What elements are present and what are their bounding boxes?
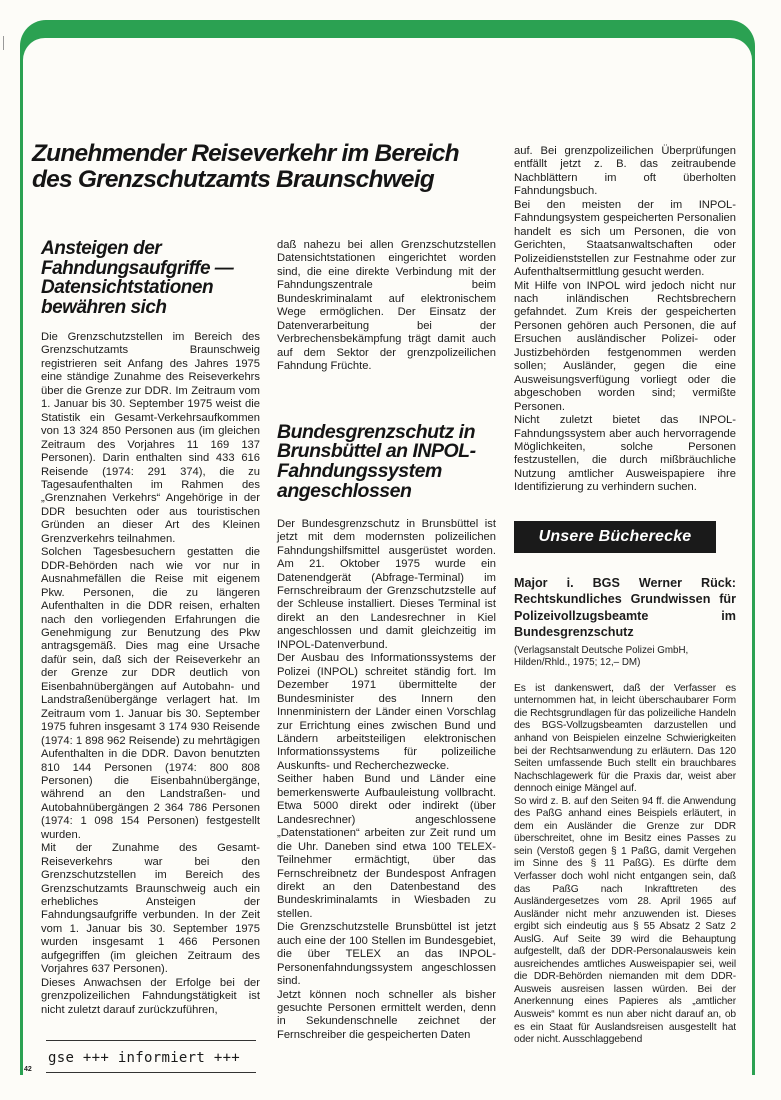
book-title: Major i. BGS Werner Rück: Rechtskundliches Grundwissen für Polizeivollzugsbeamte im Bundesgrenzschutz <box>514 575 736 640</box>
footer-rule-top <box>46 1040 256 1041</box>
article-subtitle: Ansteigen der Fahndungsaufgriffe — Datensichtstationen bewähren sich <box>41 238 234 318</box>
article2-title: Bundesgrenzschutz in Brunsbüttel an INPOL-Fahndungssystem angeschlossen <box>277 420 476 502</box>
paragraph: Mit Hilfe von INPOL wird jedoch nicht nur nach inländischen Rechtsbrechern gefahndet. Zum Kreis der gespeicherten Personen gehören auch Personen, die auf Ersuchen ausländischer Polizei- oder Justizbehörden festgenommen werden sollen; Ausländer, gegen die eine Ausweisungsverfügung vorliegt oder die abgeschoben worden sind; vermißte Personen. <box>514 279 736 413</box>
column-2 <box>277 239 496 1042</box>
paragraph: So wird z. B. auf den Seiten 94 ff. die Anwendung des PaßG anhand eines Beispiels erläutert, in dem ein Ausländer die Grenze zur DDR überschreitet, ohne im Besitz eines Passes zu sein (Verstoß gegen § 1 PaßG, damit Vergehen im Sinne des § 11 PaßG). Es dürfte dem Verfasser doch wohl nicht entgangen sein, daß das PaßG nach Inkrafttreten des Ausländergesetzes vom 28. April 1965 auf Ausländer nicht mehr anzuwenden ist. Dieses ergibt sich eindeutig aus § 55 Absatz 2 Satz 2 AuslG. Auf Seite 39 wird die Behauptung aufgestellt, daß der DDR-Personalausweis kein ausreichendes amtliches Ausweispapier sei, weil die DDR-Behörden niemanden mit dem DDR-Ausweis ausreisen lassen würden. Bei der Anerkennung eines Papieres als „amtlicher Ausweis“ kommt es nun aber nicht darauf an, ob es ein Staat für Auslandsreisen ausgestellt hat oder nicht. Ausschlaggebend <box>514 795 736 1046</box>
column-3 <box>514 145 736 1047</box>
paragraph: Solchen Tagesbesuchern gestatten die DDR-Behörden nach wie vor nur in Ausnahmefällen die Reise mit eigenem Pkw. Personen, die zu längeren Aufenthalten in die DDR reisen, erhalten nach den vorliegenden Erfahrungen die Genehmigung zur Benutzung des Pkw antragsgemäß. Dies mag eine Ursache dafür sein, daß sich der Reiseverkehr an der Grenze zur DDR deutlich von Eisenbahnübergängen auf Autobahn- und Landstraßenübergänge verlagert hat. Im Zeitraum vom 1. Januar bis 30. September 1975 fuhren insgesamt 3 174 930 Reisende (1974: 1 898 962 Reisende) zu mehrtägigen Aufenthalten in die DDR. Davon benutzten 810 144 Personen (1974: 800 808 Personen) die Eisenbahnübergänge, während an den Landstraßen- und Autobahnübergängen 2 364 786 Personen (1974: 1 098 154 Personen) festgestellt wurden. <box>41 546 260 841</box>
paragraph: Dieses Anwachsen der Erfolge bei der grenzpolizeilichen Fahndungstätigkeit ist nicht zuletzt darauf zurückzuführen, <box>41 976 260 1016</box>
paragraph: Mit der Zunahme des Gesamt-Reiseverkehrs war bei den Grenzschutzstellen im Bereich des Grenzschutzamts Braunschweig auch ein erhebliches Ansteigen der Fahndungsaufgriffe verbunden. In der Zeit vom 1. Januar bis 30. September 1975 wurden insgesamt 1 466 Personen aufgegriffen (im gleichen Zeitraum des Vorjahres 637 Personen). <box>41 842 260 976</box>
paragraph: Jetzt können noch schneller als bisher gesuchte Personen ermittelt werden, denn in Sekundenschnelle zeichnet der Fernschreiber die gespeicherten Daten <box>277 988 496 1041</box>
paragraph: Der Ausbau des Informationssystems der Polizei (INPOL) schreitet ständig fort. Im Dezember 1971 übermittelte der Bundesminister des Innern den Innenministern der Länder einen Vorschlag zur Errichtung eines zwischen Bund und Ländern arbeitsteiligen elektronischen Informationssystems für polizeiliche Auskunfts- und Recherchezwecke. <box>277 652 496 772</box>
page-edge-mark <box>3 36 4 50</box>
paragraph: Seither haben Bund und Länder eine bemerkenswerte Aufbauleistung vollbracht. Etwa 5000 direkt oder indirekt (über Landesrechner) angeschlossene „Datenstationen“ arbeiten zur Zeit rund um die Uhr. Daneben sind etwa 100 TELEX-Teilnehmer ermächtigt, über das Fernschreibnetz der Bundespost Anfragen direkt an den Datenbestand des Bundeskriminalamts in Wiesbaden zu stellen. <box>277 773 496 920</box>
frame-right-rule <box>752 50 755 1075</box>
paragraph: daß nahezu bei allen Grenzschutzstellen Datensichtstationen eingerichtet worden sind, die eine direkte Verbindung mit der Fahndungszentrale beim Bundeskriminalamt auf elektronischem Wege ermöglichen. Der Einsatz der Datenverarbeitung bei der Verbrechensbekämpfung trägt damit auch auf dem Sektor der grenzpolizeilichen Fahndung Früchte. <box>277 239 496 373</box>
paragraph: Es ist dankenswert, daß der Verfasser es unternommen hat, in leicht überschaubarer Form die Rechtsgrundlagen für das polizeiliche Handeln des BGS-Vollzugsbeamten darzustellen und anhand von Beispielen einzelne Schwierigkeiten bei der Rechtsanwendung zu erläutern. Das 120 Seiten umfassende Buch stellt ein brauchbares Nachschlagewerk für die Praxis dar, weist aber dennoch einige Mängel auf. <box>514 682 736 795</box>
frame-inner-mask <box>23 38 752 98</box>
paragraph: Der Bundesgrenzschutz in Brunsbüttel ist jetzt mit dem modernsten polizeilichen Fahndungshilfsmittel ausgerüstet worden. Am 21. Oktober 1975 wurde ein Datenendgerät (Abfrage-Terminal) im Fernschreibraum der Grenzschutzstelle auf der Schleuse installiert. Dieses Terminal ist direkt an den Landesrechner in Kiel angeschlossen und damit gleichzeitig im INPOL-Datenverbund. <box>277 517 496 651</box>
article-title: Zunehmender Reiseverkehr im Bereich des Grenzschutzamts Braunschweig <box>32 140 459 193</box>
paragraph: Die Grenzschutzstellen im Bereich des Grenzschutzamts Braunschweig registrieren seit Anfang des Jahres 1975 eine ständige Zunahme des Reiseverkehrs über die Grenze zur DDR. Im Zeitraum vom 1. Januar bis 30. September 1975 weist die Statistik ein Gesamt-Verkehrsaufkommen von 13 324 850 Personen aus (im gleichen Zeitraum des Vorjahres 11 169 137 Personen). Darin enthalten sind 433 616 Reisende (1974: 291 374), die zu Tagesaufenthalten im Rahmen des „Grenznahen Verkehrs“ Angehörige in der DDR besuchten oder aus touristischen Gründen an dieser Art des Kleinen Grenzverkehrs teilnahmen. <box>41 331 260 545</box>
paragraph: Die Grenzschutzstelle Brunsbüttel ist jetzt auch eine der 100 Stellen im Bundesgebiet, die über TELEX an das INPOL-Personenfahndungssystem angeschlossen sind. <box>277 921 496 988</box>
paragraph: auf. Bei grenzpolizeilichen Überprüfungen entfällt jetzt z. B. das zeitraubende Nachblättern im oft überholten Fahndungsbuch. <box>514 145 736 198</box>
frame-left-rule <box>20 50 23 1075</box>
book-corner-banner: Unsere Bücherecke <box>514 521 716 553</box>
footer-slogan: gse +++ informiert +++ <box>48 1050 241 1066</box>
paragraph: Bei den meisten der im INPOL-Fahndungsystem gespeicherten Personalien handelt es sich um Personen, die von Gerichten, Staatsanwaltschaften oder Polizeidienststellen zur Festnahme oder zur Aufenthaltsermittlung gesucht werden. <box>514 198 736 279</box>
footer-rule-bottom <box>46 1072 256 1073</box>
book-publisher: (Verlagsanstalt Deutsche Polizei GmbH, Hilden/Rhld., 1975; 12,– DM) <box>514 644 689 669</box>
book-review <box>514 683 736 1047</box>
page-number: 42 <box>24 1066 32 1073</box>
column-1 <box>41 239 260 1017</box>
paragraph: Nicht zuletzt bietet das INPOL-Fahndungssystem aber auch hervorragende Möglichkeiten, solche Personen festzustellen, die durch mißbräuchliche Nutzung amtlicher Ausweispapiere ihre Identifizierung zu verhindern suchen. <box>514 414 736 494</box>
